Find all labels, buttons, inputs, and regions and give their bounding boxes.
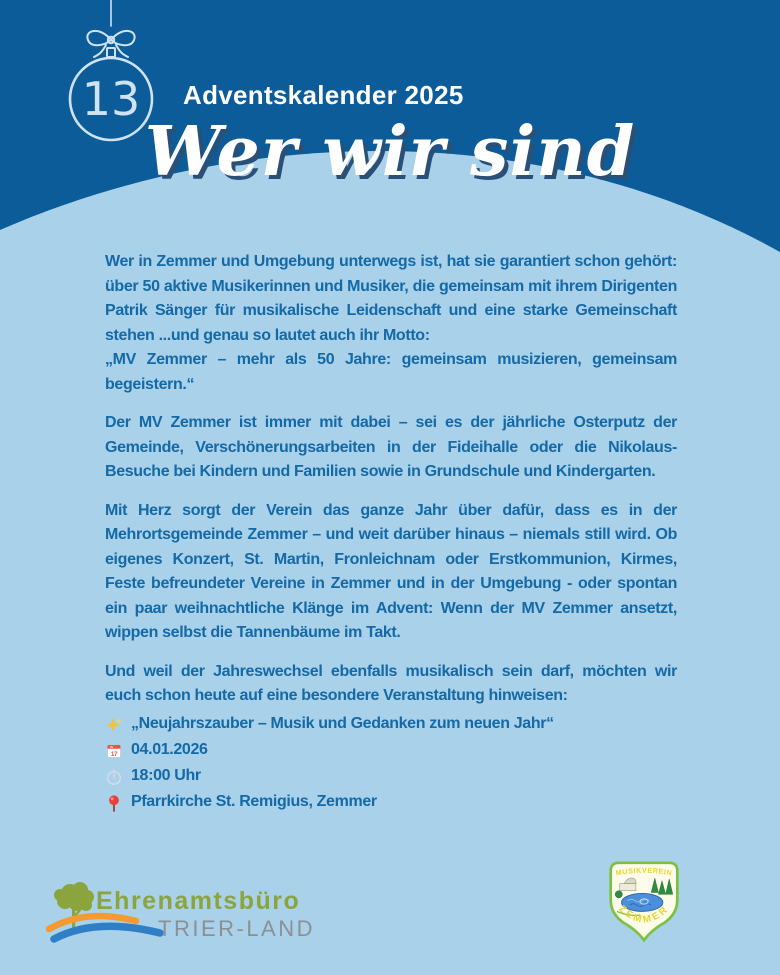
calendar-day-number: 17 [110, 750, 118, 758]
kicker-title: Adventskalender 2025 [183, 80, 464, 110]
musikverein-zemmer-badge [608, 857, 680, 946]
badge-bottom-wordmark: ZEMMER [616, 903, 672, 926]
article-body [105, 250, 677, 816]
calendar-icon [105, 742, 123, 760]
ornament-day-number: 13 [81, 72, 141, 126]
event-title-row [105, 712, 677, 738]
paragraph-activities: Der MV Zemmer ist immer mit dabei – sei es der jährliche Osterputz der Gemeinde, Verschönerungsarbeiten in der Fideihalle oder die Nikolaus-Besuche bei Kindern und Familien sowie in Grundschule und Kindergarten. [105, 414, 677, 480]
event-title-text: „Neujahrszauber – Musik und Gedanken zum neuen Jahr“ [131, 715, 554, 733]
paragraph-intro: Wer in Zemmer und Umgebung unterwegs ist, hat sie garantiert schon gehört: über 50 aktive Musikerinnen und Musiker, die gemeinsam mit ihrem Dirigenten Patrik Sänger für musikalische Leidenschaft und eine starke Gemeinschaft stehen ...und genau so lautet auch ihr Motto: [105, 253, 677, 344]
clock-icon [105, 768, 123, 786]
trier-land-wordmark: TRIER-LAND [158, 916, 316, 941]
ehrenamtsbuero-wordmark: Ehrenamtsbüro [96, 887, 301, 915]
badge-top-wordmark: MUSIKVEREIN [614, 865, 674, 878]
event-location-text: Pfarrkirche St. Remigius, Zemmer [131, 793, 377, 811]
event-time-row [105, 764, 677, 790]
sparkles-icon [105, 716, 123, 734]
pin-icon [105, 794, 123, 812]
ehrenamtsbuero-trier-land-logo [46, 878, 346, 952]
paragraph-yearround: Mit Herz sorgt der Verein das ganze Jahr über dafür, dass es in der Mehrortsgemeinde Zemmer – und weit darüber hinaus – niemals still wird. Ob eigenes Konzert, St. Martin, Fronleichnam oder Erstkommunion, Kirmes, Feste befreundeter Vereine in Zemmer und in der Umgebung - oder spontan ein paar weihnachtliche Klänge im Advent: Wenn der MV Zemmer ansetzt, wippen selbst die Tannenbäume im Takt. [105, 501, 677, 641]
event-location-row [105, 790, 677, 816]
event-details-list [105, 712, 677, 816]
paragraph-announcement: Und weil der Jahreswechsel ebenfalls musikalisch sein darf, möchten wir euch schon heute auf eine besondere Veranstaltung hinweisen: [105, 662, 677, 704]
page-title: Wer wir sind [144, 112, 636, 192]
event-date-text: 04.01.2026 [131, 741, 208, 759]
blue-wave-icon [54, 926, 160, 939]
event-date-row [105, 738, 677, 764]
paragraph-motto: „MV Zemmer – mehr als 50 Jahre: gemeinsam musizieren, gemeinsam begeistern.“ [105, 351, 677, 393]
event-time-text: 18:00 Uhr [131, 767, 201, 785]
